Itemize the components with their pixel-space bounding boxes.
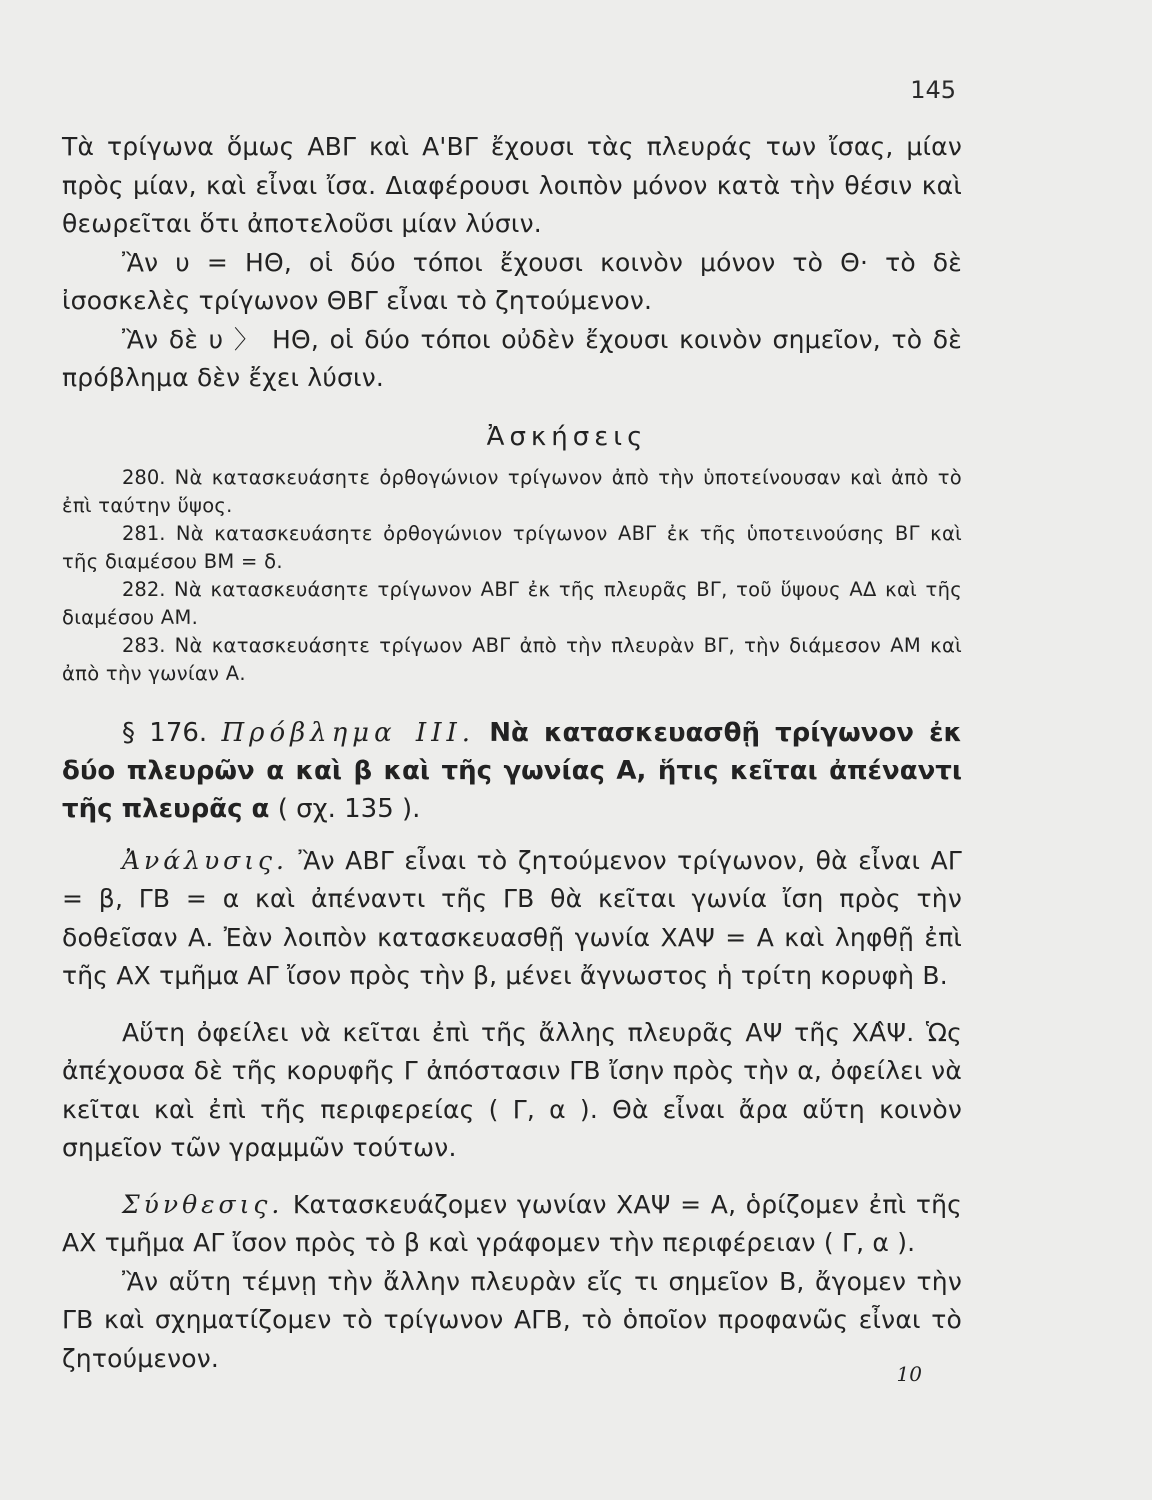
section-label: Πρόβλημα ΙΙΙ. <box>221 717 475 748</box>
exercise-number: 282. <box>122 577 166 601</box>
intro-paragraph-3: Ἂν δὲ υ 〉 ΗΘ, οἱ δύο τόποι οὐδὲν ἔχουσι κοινὸν σημεῖον, τὸ δὲ πρόβλημα δὲν ἔχει λύσιν. <box>62 324 962 392</box>
exercise-item <box>62 464 962 520</box>
synthesis-paragraph-1 <box>62 1186 962 1263</box>
analysis-paragraph-2: Αὕτη ὀφείλει νὰ κεῖται ἐπὶ τῆς ἄλλης πλευρᾶς ΑΨ τῆς ΧΑ̂Ψ. Ὡς ἀπέχουσα δὲ τῆς κορυφῆς Γ ἀπόστασιν ΓΒ ἴσην πρὸς τὴν α, ὀφείλει νὰ κεῖται καὶ ἐπὶ τῆς περιφερείας ( Γ, α ). Θὰ εἶναι ἄρα αὕτη κοινὸν σημεῖον τῶν γραμμῶν τούτων. <box>62 1017 962 1162</box>
intro-paragraph-2: Ἂν υ = ΗΘ, οἱ δύο τόποι ἔχουσι κοινὸν μόνον τὸ Θ· τὸ δὲ ἰσοσκελὲς τρίγωνον ΘΒΓ εἶναι τὸ ζητούμενον. <box>62 247 962 315</box>
exercise-text: Νὰ κατασκευάσητε ὀρθογώνιον τρίγωνον ἀπὸ τὴν ὑποτείνουσαν καὶ ἀπὸ τὸ ἐπὶ ταύτην ὕψος. <box>62 465 963 517</box>
exercise-item <box>62 576 962 632</box>
exercise-text: Νὰ κατασκευάσητε τρίγωνον ΑΒΓ ἐκ τῆς πλευρᾶς ΒΓ, τοῦ ὕψους ΑΔ καὶ τῆς διαμέσου ΑΜ. <box>62 577 962 629</box>
section-number: § 176. <box>122 717 208 748</box>
exercise-text: Νὰ κατασκευάσητε τρίγωον ΑΒΓ ἀπὸ τὴν πλευρὰν ΒΓ, τὴν διάμεσον ΑΜ καὶ ἀπὸ τὴν γωνίαν Α. <box>62 633 963 685</box>
analysis-text-1: Ἂν ΑΒΓ εἶναι τὸ ζητούμενον τρίγωνον, θὰ εἶναι ΑΓ = β, ΓΒ = α καὶ ἀπέναντι τῆς ΓΒ θὰ κεῖται γωνία ἴση πρὸς τὴν δοθεῖσαν Α. Ἐὰν λοιπὸν κατασκευασθῇ γωνία ΧΑΨ = Α καὶ ληφθῇ ἐπὶ τῆς ΑΧ τμῆμα ΑΓ ἴσον πρὸς τὴν β, μένει ἄγνωστος ἡ τρίτη κορυφὴ Β. <box>62 845 963 990</box>
synthesis-label: Σύνθεσις. <box>122 1189 284 1219</box>
section-heading <box>62 714 962 828</box>
analysis-paragraph-1 <box>62 842 962 996</box>
exercise-number: 281. <box>122 521 166 545</box>
exercise-list <box>62 464 962 688</box>
synthesis-paragraph-2: Ἂν αὕτη τέμνῃ τὴν ἄλλην πλευρὰν εἴς τι σημεῖον Β, ἄγομεν τὴν ΓΒ καὶ σχηματίζομεν τὸ τρίγωνον ΑΓΒ, τὸ ὁποῖον προφανῶς εἶναι τὸ ζητούμενον. <box>62 1266 962 1373</box>
synthesis-text-1: Κατασκευάζομεν γωνίαν ΧΑΨ = Α, ὁρίζομεν ἐπὶ τῆς ΑΧ τμῆμα ΑΓ ἴσον πρὸς τὸ β καὶ γράφομεν τὴν περιφέρειαν ( Γ, α ). <box>62 1189 962 1257</box>
intro-paragraph-1: Τὰ τρίγωνα ὅμως ΑΒΓ καὶ Α'ΒΓ ἔχουσι τὰς πλευράς των ἴσας, μίαν πρὸς μίαν, καὶ εἶναι ἴσα. Διαφέρουσι λοιπὸν μόνον κατὰ τὴν θέσιν καὶ θεωρεῖται ὅτι ἀποτελοῦσι μίαν λύσιν. <box>62 132 962 238</box>
exercise-number: 283. <box>122 633 166 657</box>
page-number: 145 <box>910 76 956 104</box>
printer-signature: 10 <box>896 1362 922 1386</box>
section-figure-ref: ( σχ. 135 ). <box>277 793 421 824</box>
exercise-item <box>62 632 962 688</box>
analysis-label: Ἀνάλυσις. <box>122 845 288 875</box>
exercise-number: 280. <box>122 465 166 489</box>
exercise-item <box>62 520 962 576</box>
page-content <box>62 128 962 1378</box>
exercise-text: Νὰ κατασκευάσητε ὀρθογώνιον τρίγωνον ΑΒΓ ἐκ τῆς ὑποτεινούσης ΒΓ καὶ τῆς διαμέσου ΒΜ = δ. <box>62 521 962 573</box>
section-title: Νὰ κατασκευασθῇ τρίγωνον ἐκ δύο πλευρῶν α καὶ β καὶ τῆς γωνίας Α, ἥτις κεῖται ἀπέναντι τῆς πλευρᾶς α <box>62 717 963 824</box>
exercises-heading: Ἀσκήσεις <box>486 421 648 452</box>
